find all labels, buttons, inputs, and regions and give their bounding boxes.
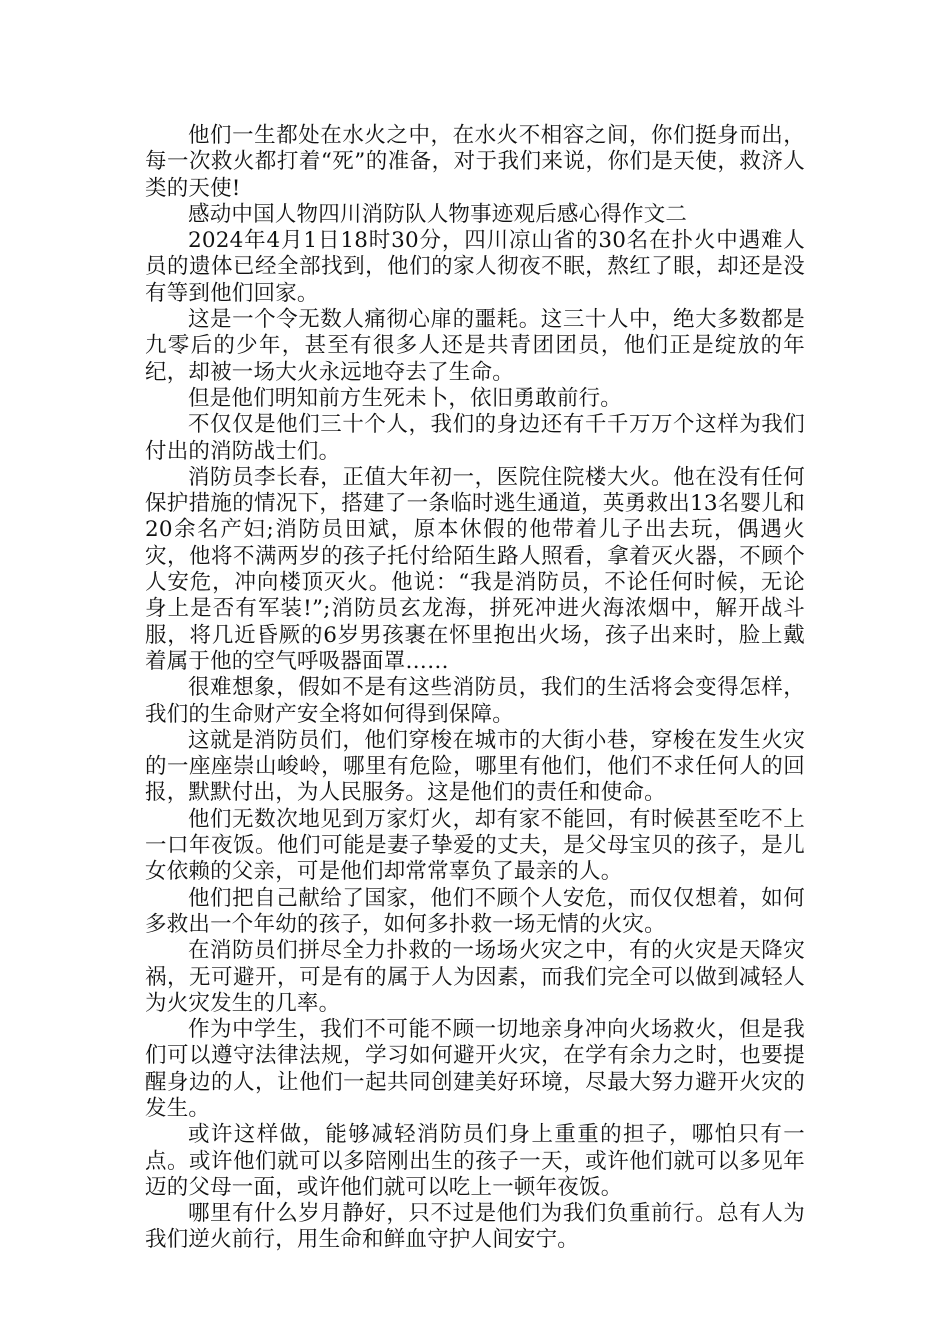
paragraph-7: 消防员李长春，正值大年初一，医院住院楼大火。他在没有任何保护措施的情况下，搭建了一条临时逃生通道，英勇救出13名婴儿和20余名产妇;消防员田斌，原本休假的他带着儿子出去玩，偶遇火灾，他将不满两岁的孩子托付给陌生路人照看，拿着灭火器，不顾个人安危，冲向楼顶灭火。他说：“我是消防员，不论任何时候，无论身上是否有军装!”;消防员玄龙海，拼死冲进火海浓烟中，解开战斗服，将几近昏厥的6岁男孩裹在怀里抱出火场，孩子出来时，脸上戴着属于他的空气呼吸器面罩…… <box>145 464 805 674</box>
paragraph-11: 他们把自己献给了国家，他们不顾个人安危，而仅仅想着，如何多救出一个年幼的孩子，如何多扑救一场无情的火灾。 <box>145 885 805 937</box>
paragraph-14: 或许这样做，能够减轻消防员们身上重重的担子，哪怕只有一点。或许他们就可以多陪刚出生的孩子一天，或许他们就可以多见年迈的父母一面，或许他们就可以吃上一顿年夜饭。 <box>145 1122 805 1200</box>
paragraph-6: 不仅仅是他们三十个人，我们的身边还有千千万万个这样为我们付出的消防战士们。 <box>145 412 805 464</box>
paragraph-9: 这就是消防员们，他们穿梭在城市的大街小巷，穿梭在发生火灾的一座座崇山峻岭，哪里有危险，哪里有他们，他们不求任何人的回报，默默付出，为人民服务。这是他们的责任和使命。 <box>145 727 805 806</box>
paragraph-15: 哪里有什么岁月静好，只不过是他们为我们负重前行。总有人为我们逆火前行，用生命和鲜血守护人间安宁。 <box>145 1201 805 1253</box>
paragraph-8: 很难想象，假如不是有这些消防员，我们的生活将会变得怎样，我们的生命财产安全将如何得到保障。 <box>145 675 805 727</box>
paragraph-13: 作为中学生，我们不可能不顾一切地亲身冲向火场救火，但是我们可以遵守法律法规，学习如何避开火灾，在学有余力之时，也要提醒身边的人，让他们一起共同创建美好环境，尽最大努力避开火灾的发生。 <box>145 1017 805 1121</box>
paragraph-1: 他们一生都处在水火之中，在水火不相容之间，你们挺身而出，每一次救火都打着“死”的准备，对于我们来说，你们是天使，救济人类的天使! <box>145 123 805 201</box>
paragraph-4: 这是一个令无数人痛彻心扉的噩耗。这三十人中，绝大多数都是九零后的少年，甚至有很多人还是共青团团员，他们正是绽放的年纪，却被一场大火永远地夺去了生命。 <box>145 307 805 385</box>
paragraph-10: 他们无数次地见到万家灯火，却有家不能回，有时候甚至吃不上一口年夜饭。他们可能是妻子挚爱的丈夫，是父母宝贝的孩子，是儿女依赖的父亲，可是他们却常常辜负了最亲的人。 <box>145 806 805 885</box>
paragraph-3: 2024年4月1日18时30分，四川凉山省的30名在扑火中遇难人员的遗体已经全部找到，他们的家人彻夜不眠，熬红了眼，却还是没有等到他们回家。 <box>145 228 805 306</box>
paragraph-12: 在消防员们拼尽全力扑救的一场场火灾之中，有的火灾是天降灾祸，无可避开，可是有的属于人为因素，而我们完全可以做到减轻人为火灾发生的几率。 <box>145 938 805 1016</box>
paragraph-heading: 感动中国人物四川消防队人物事迹观后感心得作文二 <box>188 201 688 227</box>
document-page <box>145 123 805 1254</box>
paragraph-5: 但是他们明知前方生死未卜，依旧勇敢前行。 <box>188 385 623 411</box>
